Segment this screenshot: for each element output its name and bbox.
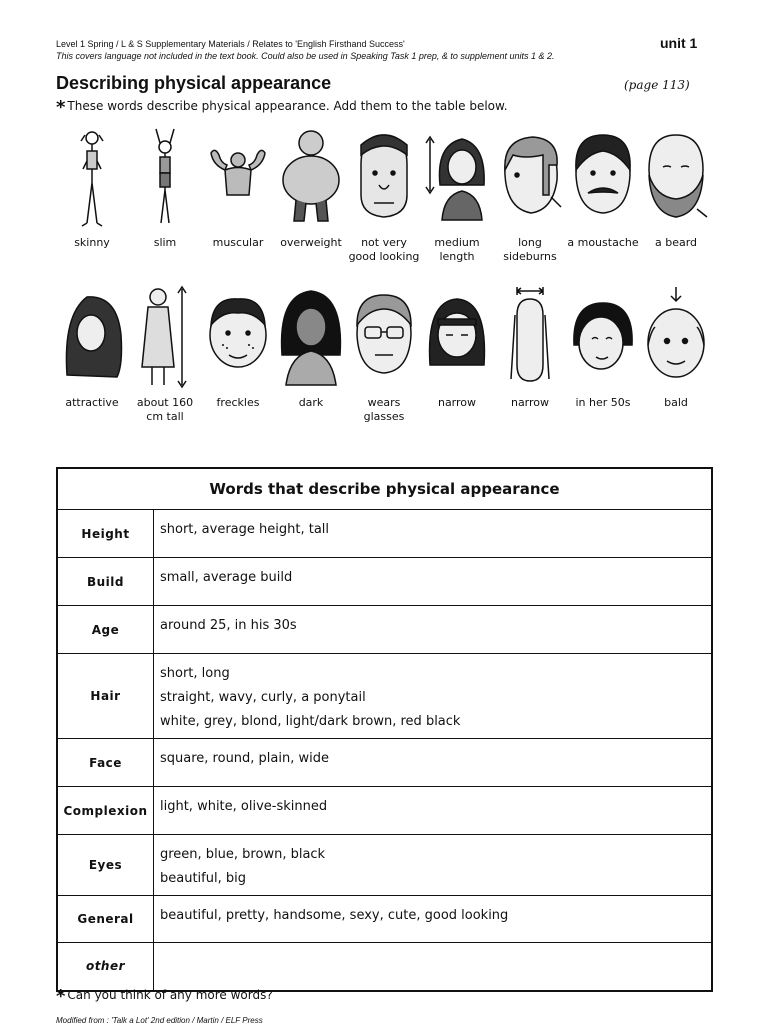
row-label: Face	[57, 739, 154, 787]
row-value	[154, 943, 713, 991]
narrow-face-girl-icon	[495, 285, 565, 390]
row-value	[154, 510, 713, 558]
row-label: General	[57, 896, 154, 943]
plain-face-icon	[349, 125, 419, 230]
bald-man-icon	[641, 285, 711, 390]
slim-figure-icon	[130, 125, 200, 230]
row-value	[154, 835, 713, 896]
caption-wears-glasses: wears glasses	[363, 396, 405, 423]
footer-text: Can you think of any more words?	[67, 988, 273, 1002]
row-value-line: square, round, plain, wide	[160, 751, 329, 766]
table-row-complexion	[57, 787, 712, 835]
caption-bald: bald	[664, 396, 688, 409]
picture-narrow-face	[495, 285, 565, 410]
table-row-age	[57, 606, 712, 654]
row-value-line: straight, wavy, curly, a ponytail	[160, 690, 366, 705]
picture-bald	[641, 285, 711, 410]
picture-slim	[130, 125, 200, 250]
freckles-boy-icon	[203, 285, 273, 390]
row-value	[154, 606, 713, 654]
caption-dark: dark	[298, 396, 324, 409]
source-footnote: Modified from : 'Talk a Lot' 2nd edition / Martin / ELF Press	[56, 1016, 263, 1025]
row-label: Complexion	[57, 787, 154, 835]
picture-in-her-50s	[568, 285, 638, 410]
picture-long-sideburns	[495, 125, 565, 264]
row-value-line: around 25, in his 30s	[160, 618, 297, 633]
row-value-line: white, grey, blond, light/dark brown, red black	[160, 714, 461, 729]
asterisk-icon: *	[56, 97, 66, 118]
instruction-text: These words describe physical appearance. Add them to the table below.	[67, 99, 508, 113]
caption-freckles: freckles	[216, 396, 260, 409]
caption-long-sideburns: long sideburns	[503, 236, 557, 263]
table-row-height	[57, 510, 712, 558]
page-title: Describing physical appearance	[56, 73, 332, 93]
header-line-2: This covers language not included in the text book. Could also be used in Speaking Task 1 prep, & to supplement units 1 & 2.	[56, 51, 555, 61]
caption-muscular: muscular	[212, 236, 264, 249]
caption-a-beard: a beard	[654, 236, 698, 249]
appearance-table	[56, 467, 713, 992]
asterisk-icon: *	[56, 986, 66, 1007]
picture-wears-glasses	[349, 285, 419, 424]
middle-aged-woman-icon	[568, 285, 638, 390]
caption-slim: slim	[153, 236, 177, 249]
row-value-line: short, long	[160, 666, 230, 681]
caption-in-her-50s: in her 50s	[575, 396, 631, 409]
moustache-man-icon	[568, 125, 638, 230]
table-row-build	[57, 558, 712, 606]
medium-hair-woman-icon	[422, 125, 492, 230]
row-value	[154, 896, 713, 943]
muscular-man-icon	[203, 125, 273, 230]
picture-narrow-eyes	[422, 285, 492, 410]
caption-attractive: attractive	[65, 396, 119, 409]
row-value	[154, 654, 713, 739]
row-value-line: light, white, olive-skinned	[160, 799, 328, 814]
row-label: Hair	[57, 654, 154, 739]
table-row-other	[57, 943, 712, 991]
instruction	[56, 97, 508, 118]
caption-medium-length: medium length	[434, 236, 480, 263]
caption-skinny: skinny	[74, 236, 110, 249]
picture-a-beard	[641, 125, 711, 250]
picture-freckles	[203, 285, 273, 410]
glasses-man-icon	[349, 285, 419, 390]
page-reference: (page 113)	[624, 78, 690, 92]
sideburns-man-icon	[495, 125, 565, 230]
bearded-man-icon	[641, 125, 711, 230]
picture-a-moustache	[568, 125, 638, 250]
unit-label: unit 1	[660, 35, 698, 51]
picture-not-very-good-looking	[349, 125, 419, 264]
row-label: Height	[57, 510, 154, 558]
picture-muscular	[203, 125, 273, 250]
row-value-line: green, blue, brown, black	[160, 847, 326, 862]
row-value-line: beautiful, pretty, handsome, sexy, cute, good looking	[160, 908, 509, 923]
table-heading: Words that describe physical appearance	[57, 468, 712, 510]
picture-skinny	[57, 125, 127, 250]
row-value-line: short, average height, tall	[160, 522, 330, 537]
caption-overweight: overweight	[280, 236, 342, 249]
row-label: Build	[57, 558, 154, 606]
row-value	[154, 739, 713, 787]
row-label: Age	[57, 606, 154, 654]
table-row-eyes	[57, 835, 712, 896]
row-value-line: beautiful, big	[160, 871, 246, 886]
dark-skinned-woman-icon	[276, 285, 346, 390]
narrow-eyes-woman-icon	[422, 285, 492, 390]
attractive-woman-icon	[57, 285, 127, 390]
row-label: Eyes	[57, 835, 154, 896]
footer-question	[56, 986, 273, 1007]
overweight-man-icon	[276, 125, 346, 230]
caption-about-160-cm-tall: about 160 cm tall	[136, 396, 194, 423]
picture-about-160-cm-tall	[130, 285, 200, 424]
picture-attractive	[57, 285, 127, 410]
table-header-row	[57, 468, 712, 510]
row-value	[154, 558, 713, 606]
picture-medium-length	[422, 125, 492, 264]
skinny-figure-icon	[57, 125, 127, 230]
row-value	[154, 787, 713, 835]
picture-dark	[276, 285, 346, 410]
caption-a-moustache: a moustache	[567, 236, 639, 249]
caption-not-very-good-looking: not very good looking	[348, 236, 420, 263]
table-row-face	[57, 739, 712, 787]
caption-narrow-eyes: narrow	[437, 396, 477, 409]
picture-overweight	[276, 125, 346, 250]
table-row-general	[57, 896, 712, 943]
row-value-line: small, average build	[160, 570, 293, 585]
header-line-1: Level 1 Spring / L & S Supplementary Materials / Relates to 'English Firsthand Success'	[56, 39, 405, 49]
row-label: other	[57, 943, 154, 991]
caption-narrow-face: narrow	[510, 396, 550, 409]
table-row-hair	[57, 654, 712, 739]
woman-height-icon	[130, 285, 200, 390]
